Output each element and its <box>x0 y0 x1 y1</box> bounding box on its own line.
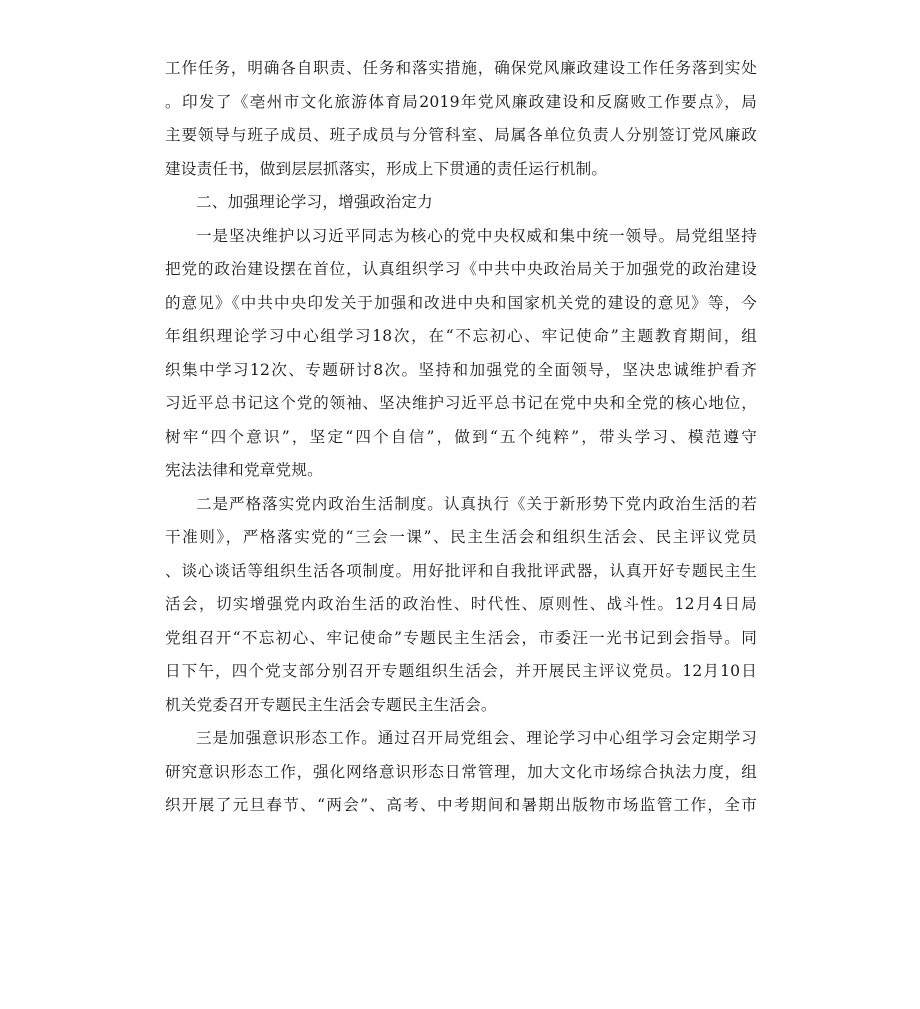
p4-line-2: 研究意识形态工作，强化网络意识形态日常管理，加大文化市场综合执法力度，组 <box>165 762 757 781</box>
p3-line-6: 日下午，四个党支部分别召开专题组织生活会，并开展民主评议党员。12月10日 <box>165 662 757 680</box>
p3-line-4: 活会，切实增强党内政治生活的政治性、时代性、原则性、战斗性。12月4日局 <box>165 595 757 613</box>
p2-line-8: 宪法法律和党章党规。 <box>165 461 323 479</box>
p2-line-4: 年组织理论学习中心组学习18次，在“不忘初心、牢记使命”主题教育期间，组 <box>165 327 757 345</box>
p1-line-1: 工作任务，明确各自职责、任务和落实措施，确保党风廉政建设工作任务落到实处 <box>165 59 757 77</box>
p1-line-3: 主要领导与班子成员、班子成员与分管科室、局属各单位负责人分别签订党风廉政 <box>165 126 757 144</box>
p3-line-5: 党组召开“不忘初心、牢记使命”专题民主生活会，市委汪一光书记到会指导。同 <box>165 628 757 647</box>
p3-line-1: 二是严格落实党内政治生活制度。认真执行《关于新形势下党内政治生活的若 <box>196 494 757 513</box>
p3-line-2: 干准则》，严格落实党的“三会一课”、民主生活会和组织生活会、民主评议党员 <box>165 528 757 546</box>
p3-line-3: 、谈心谈话等组织生活各项制度。用好批评和自我批评武器，认真开好专题民主生 <box>165 561 757 580</box>
p2-line-5: 织集中学习12次、专题研讨8次。坚持和加强党的全面领导，坚决忠诚维护看齐 <box>165 360 757 379</box>
p2-line-6: 习近平总书记这个党的领袖、坚决维护习近平总书记在党中央和全党的核心地位， <box>165 394 757 412</box>
p2-line-3: 的意见》《中共中央印发关于加强和改进中央和国家机关党的建设的意见》等，今 <box>165 293 757 312</box>
p3-line-7: 机关党委召开专题民主生活会专题民主生活会。 <box>165 695 497 714</box>
p4-line-1: 三是加强意识形态工作。通过召开局党组会、理论学习中心组学习会定期学习 <box>196 729 757 747</box>
p1-line-2: 。印发了《亳州市文化旅游体育局2019年党风廉政建设和反腐败工作要点》，局 <box>165 92 757 111</box>
p1-line-4: 建设责任书，做到层层抓落实，形成上下贯通的责任运行机制。 <box>165 159 608 178</box>
p4-line-3: 织开展了元旦春节、“两会”、高考、中考期间和暑期出版物市场监管工作，全市 <box>165 796 757 814</box>
section-heading: 二、加强理论学习，增强政治定力 <box>196 193 433 211</box>
p2-line-1: 一是坚决维护以习近平同志为核心的党中央权威和集中统一领导。局党组坚持 <box>196 226 757 245</box>
p2-line-2: 把党的政治建设摆在首位，认真组织学习《中共中央政治局关于加强党的政治建设 <box>165 260 757 278</box>
document-page <box>165 52 757 823</box>
p2-line-7: 树牢“四个意识”，坚定“四个自信”，做到“五个纯粹”，带头学习、模范遵守 <box>165 427 757 446</box>
